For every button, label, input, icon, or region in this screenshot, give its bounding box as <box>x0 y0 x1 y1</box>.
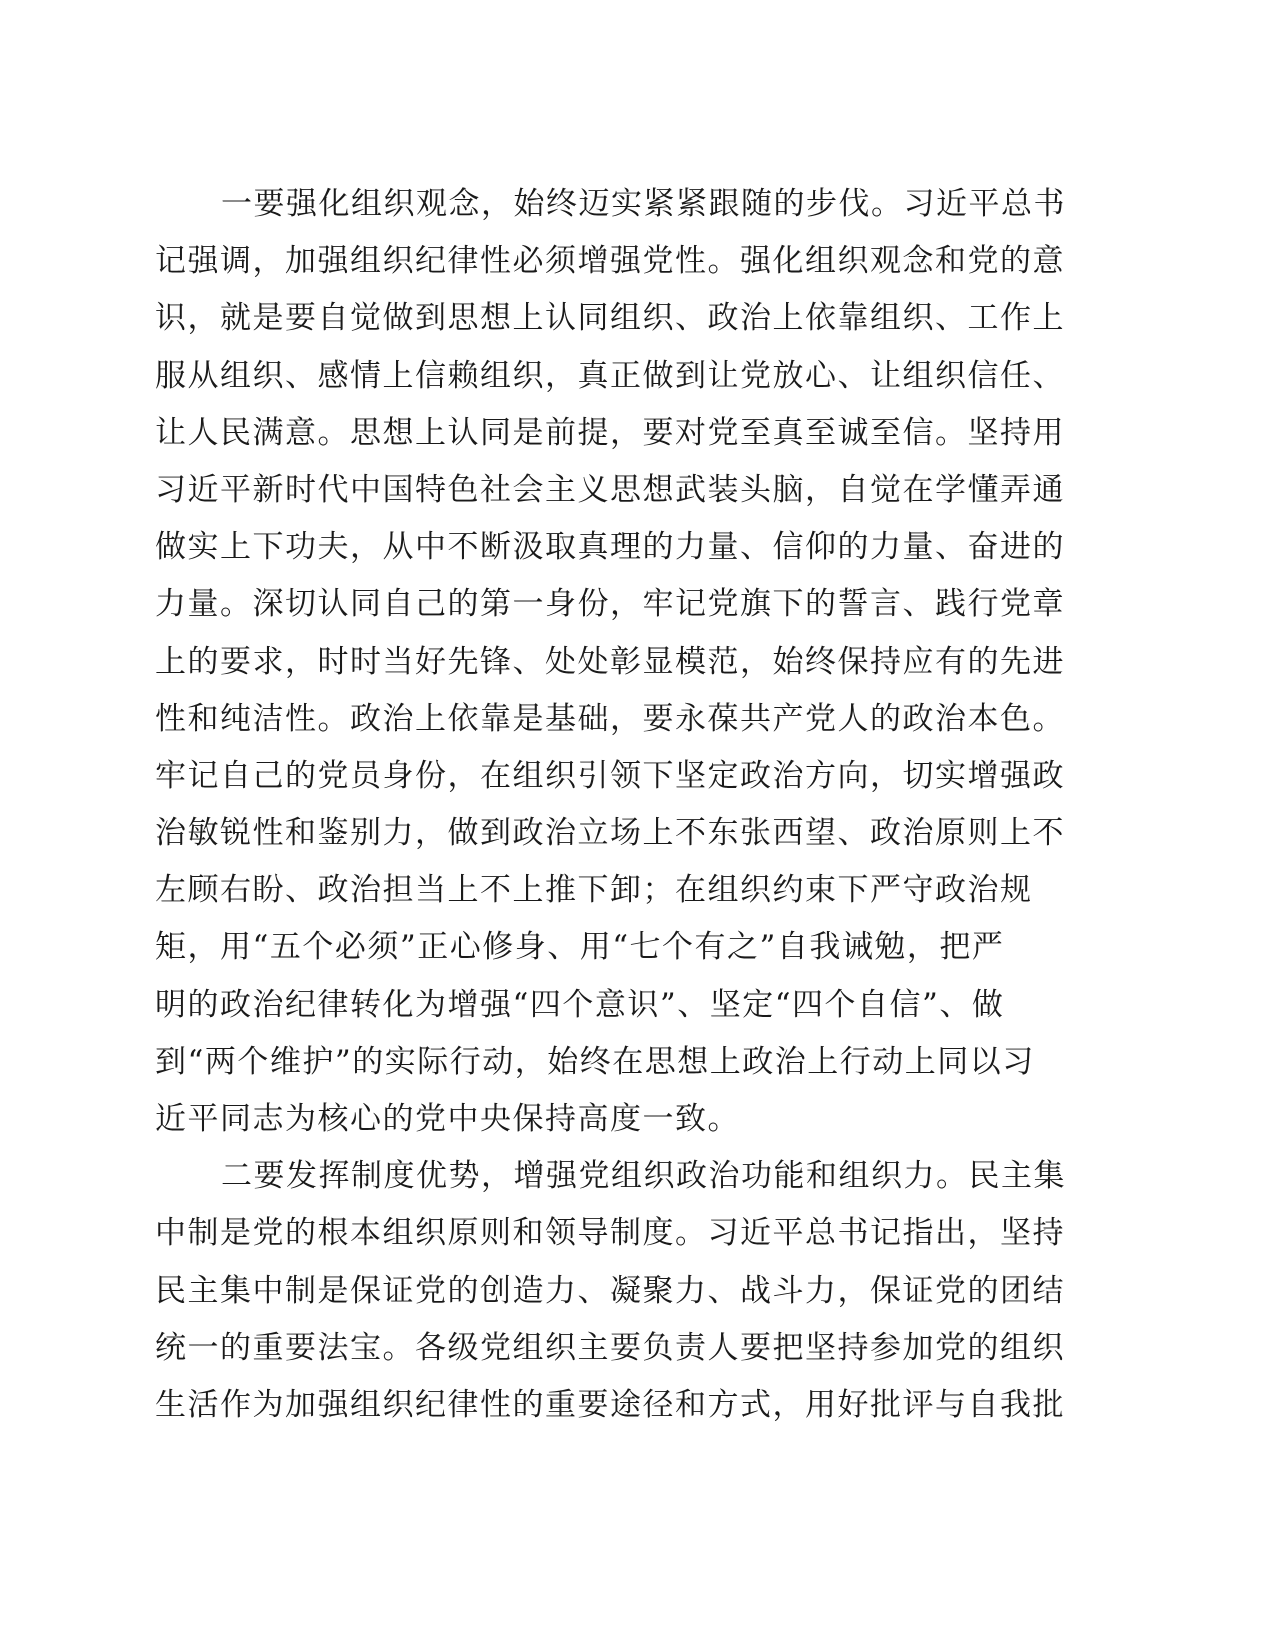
paragraph-2-line-4: 统一的重要法宝。各级党组织主要负责人要把坚持参加党的组织 <box>155 1329 1065 1366</box>
paragraph-1-line-13: 左顾右盼、政治担当上不上推下卸；在组织约束下严守政治规 <box>155 872 1033 909</box>
paragraph-2-line-3: 民主集中制是保证党的创造力、凝聚力、战斗力，保证党的团结 <box>155 1272 1065 1309</box>
paragraph-1-line-16: 到“两个维护”的实际行动，始终在思想上政治上行动上同以习 <box>155 1043 1035 1080</box>
paragraph-1-line-8: 力量。深切认同自己的第一身份，牢记党旗下的誓言、践行党章 <box>155 586 1065 623</box>
paragraph-1-line-9: 上的要求，时时当好先锋、处处彰显模范，始终保持应有的先进 <box>155 643 1065 680</box>
paragraph-1-line-17: 近平同志为核心的党中央保持高度一致。 <box>155 1101 740 1137</box>
paragraph-1-line-12: 治敏锐性和鉴别力，做到政治立场上不东张西望、政治原则上不 <box>155 815 1065 852</box>
paragraph-1-line-7: 做实上下功夫，从中不断汲取真理的力量、信仰的力量、奋进的 <box>155 529 1065 566</box>
paragraph-1-line-5: 让人民满意。思想上认同是前提，要对党至真至诚至信。坚持用 <box>155 414 1065 451</box>
paragraph-1-line-2: 记强调，加强组织纪律性必须增强党性。强化组织观念和党的意 <box>155 243 1065 280</box>
paragraph-1-line-15: 明的政治纪律转化为增强“四个意识”、坚定“四个自信”、做 <box>155 986 1005 1023</box>
paragraph-1-line-10: 性和纯洁性。政治上依靠是基础，要永葆共产党人的政治本色。 <box>155 700 1065 737</box>
paragraph-2-line-2: 中制是党的根本组织原则和领导制度。习近平总书记指出，坚持 <box>155 1215 1065 1252</box>
body-text <box>155 176 1085 1434</box>
paragraph-2-line-1: 二要发挥制度优势，增强党组织政治功能和组织力。民主集 <box>221 1158 1066 1195</box>
paragraph-1-line-1: 一要强化组织观念，始终迈实紧紧跟随的步伐。习近平总书 <box>221 186 1066 222</box>
paragraph-1-line-14: 矩，用“五个必须”正心修身、用“七个有之”自我诫勉，把严 <box>155 929 1005 966</box>
paragraph-1-line-4: 服从组织、感情上信赖组织，真正做到让党放心、让组织信任、 <box>155 357 1065 394</box>
paragraph-2-line-5: 生活作为加强组织纪律性的重要途径和方式，用好批评与自我批 <box>155 1386 1065 1423</box>
paragraph-1-line-3: 识，就是要自觉做到思想上认同组织、政治上依靠组织、工作上 <box>155 300 1065 337</box>
paragraph-1-line-6: 习近平新时代中国特色社会主义思想武装头脑，自觉在学懂弄通 <box>155 471 1065 508</box>
paragraph-1-line-11: 牢记自己的党员身份，在组织引领下坚定政治方向，切实增强政 <box>155 757 1065 794</box>
